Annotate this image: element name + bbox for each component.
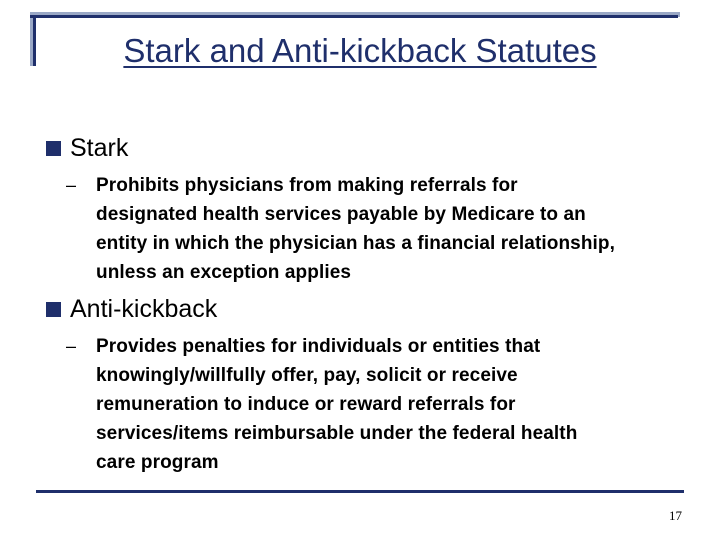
slide-title: Stark and Anti-kickback Statutes — [123, 32, 597, 69]
sub-bullet-text — [96, 332, 686, 477]
square-bullet-icon — [46, 141, 61, 156]
sub-bullet-line: entity in which the physician has a financial relationship, — [96, 233, 616, 254]
footer-rule — [36, 490, 684, 493]
bullet-stark — [46, 133, 128, 163]
sub-bullet-text — [96, 171, 686, 287]
sub-bullet-stark — [66, 171, 686, 287]
sub-bullet-line: Prohibits physicians from making referrals for — [96, 175, 518, 196]
title-frame-top — [30, 15, 678, 18]
square-bullet-icon — [46, 302, 61, 317]
dash-marker: – — [66, 336, 77, 356]
sub-bullet-line: remuneration to induce or reward referrals for — [96, 394, 516, 415]
sub-bullet-line: Provides penalties for individuals or entities that — [96, 336, 541, 357]
sub-bullet-line: services/items reimbursable under the federal health — [96, 423, 578, 444]
dash-marker: – — [66, 175, 77, 195]
bullet-label: Anti-kickback — [70, 295, 218, 323]
title-frame-left — [33, 15, 36, 66]
sub-bullet-line: unless an exception applies — [96, 262, 352, 283]
sub-bullet-line: knowingly/willfully offer, pay, solicit or receive — [96, 365, 518, 386]
sub-bullet-line: care program — [96, 452, 219, 473]
bullet-anti-kickback — [46, 294, 217, 324]
page-number: 17 — [669, 508, 682, 523]
bullet-label: Stark — [70, 134, 129, 162]
sub-bullet-line: designated health services payable by Medicare to an — [96, 204, 586, 225]
sub-bullet-anti-kickback — [66, 332, 686, 477]
